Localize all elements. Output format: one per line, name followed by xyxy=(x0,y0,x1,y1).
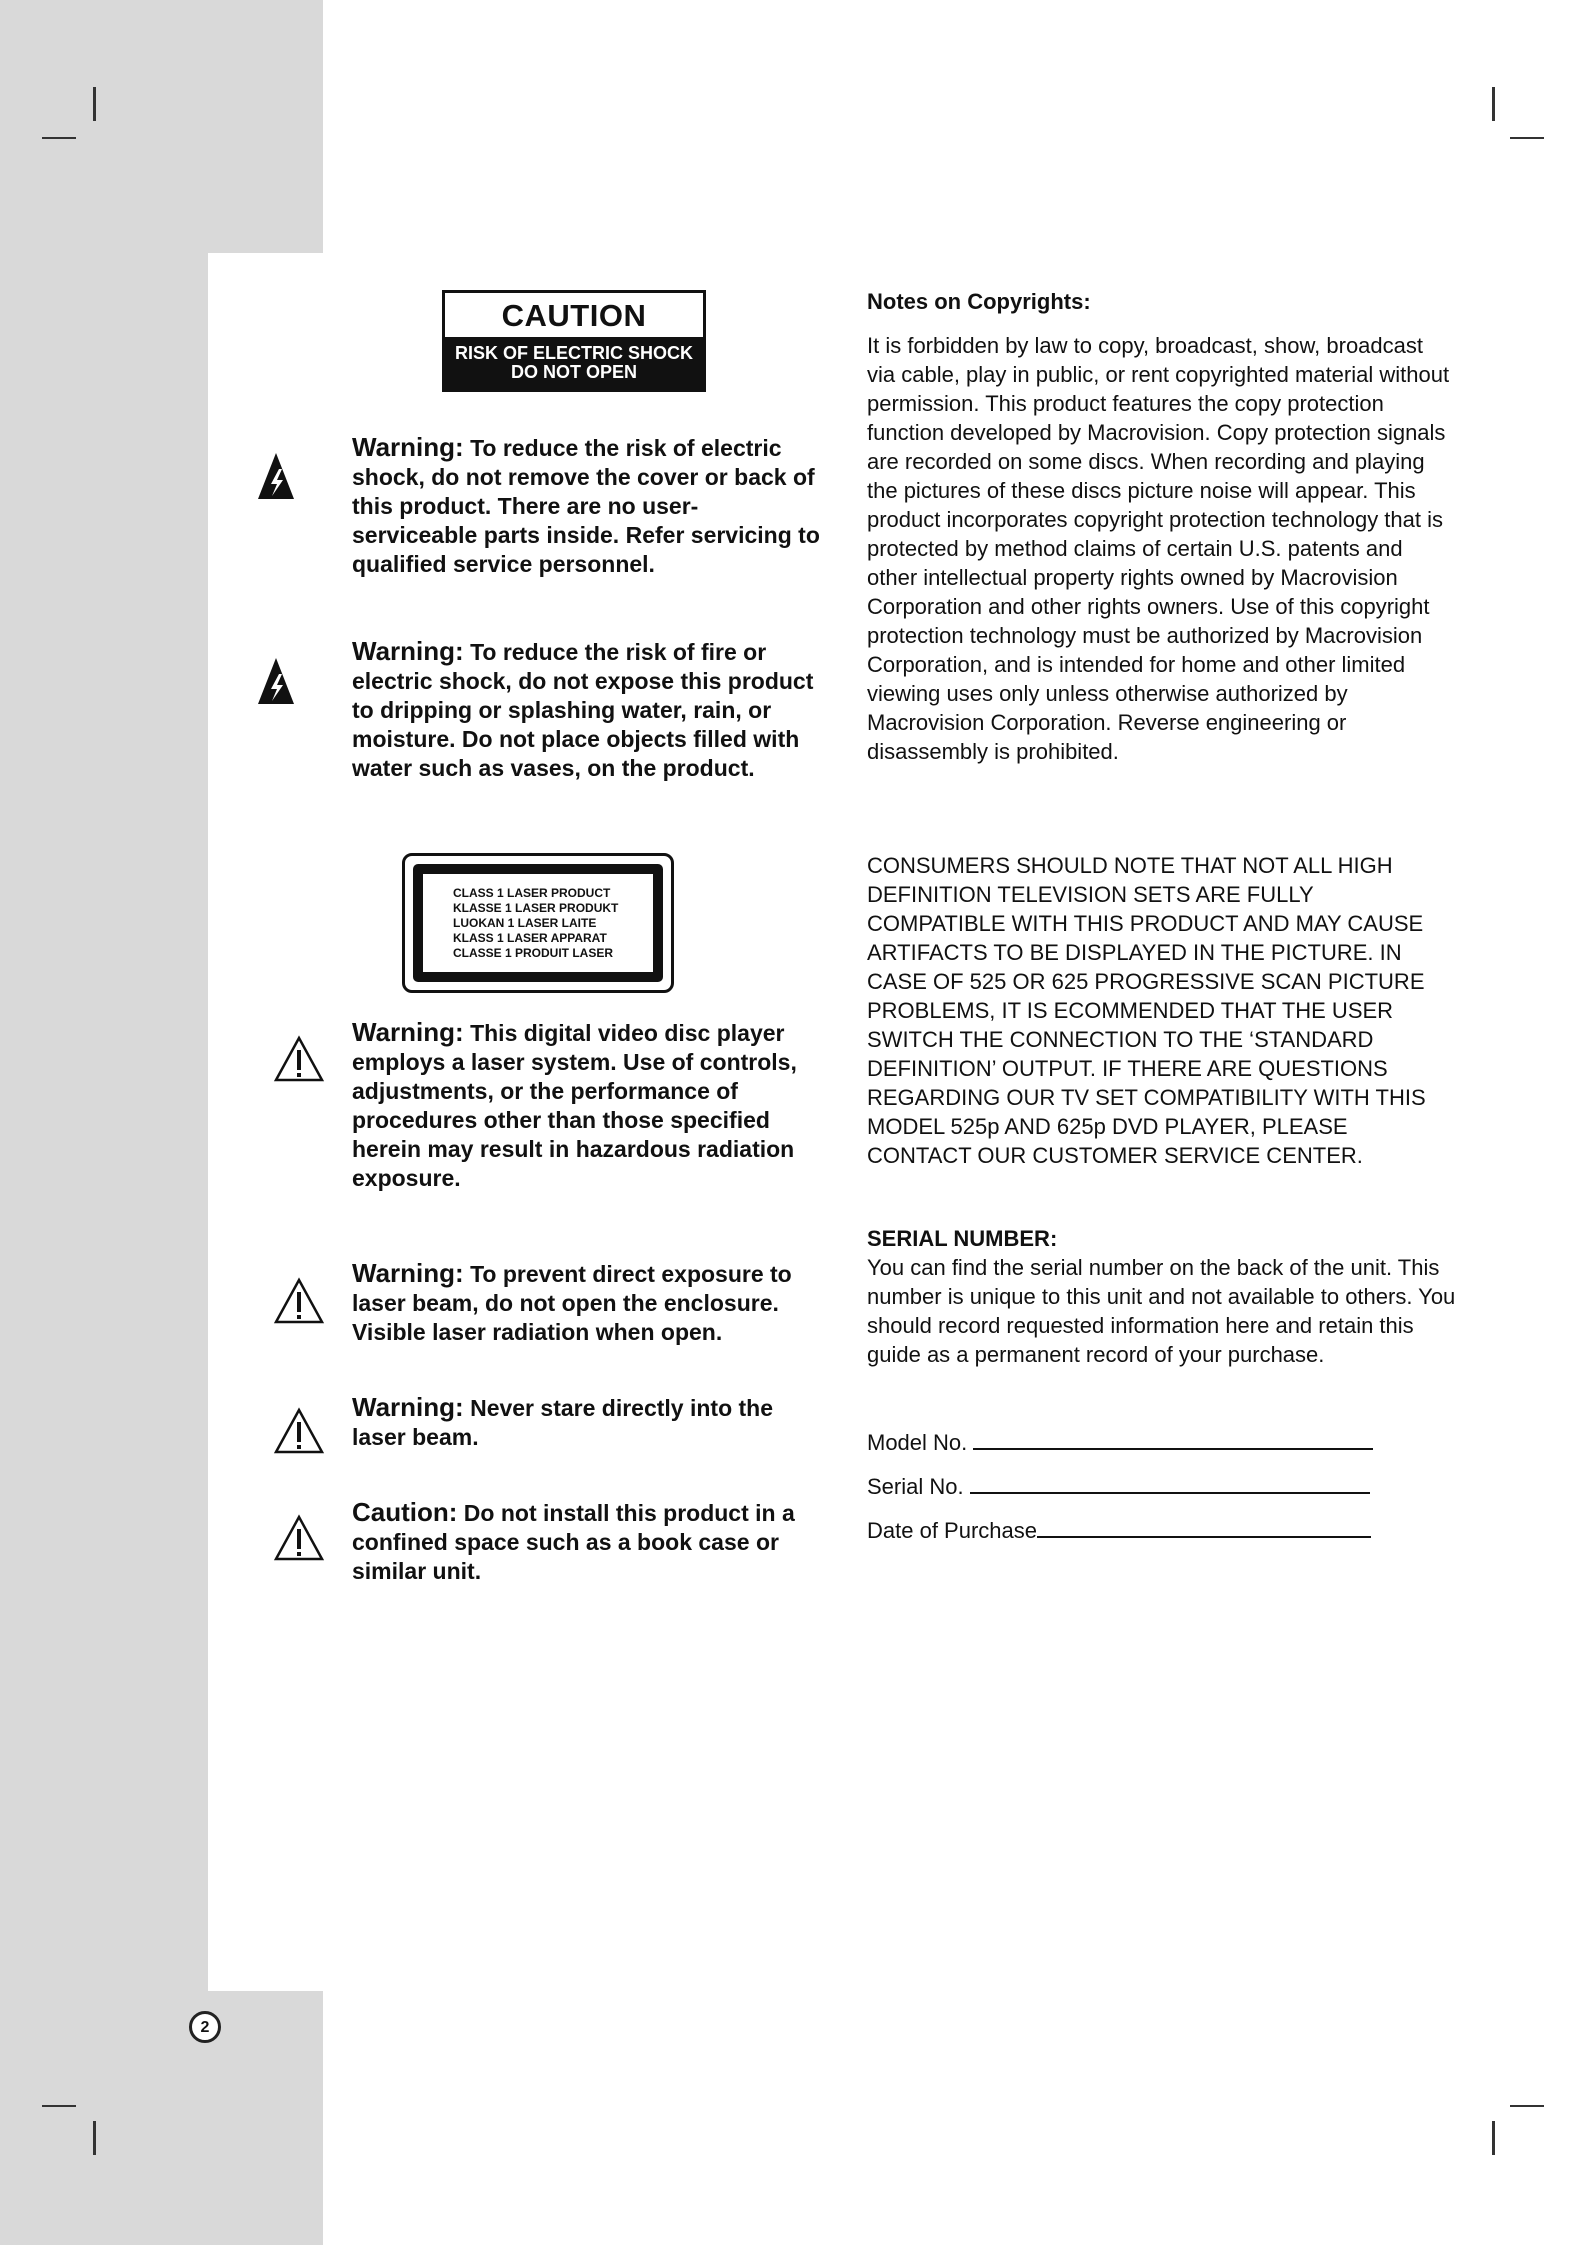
warning-lead: Warning: xyxy=(352,1258,464,1288)
warning-text: Do not install this product in a confined space such as a book case or similar unit. xyxy=(352,1500,795,1584)
model-no-field xyxy=(867,1426,1373,1457)
model-no-label: Model No. xyxy=(867,1430,968,1455)
crop-mark xyxy=(1492,87,1495,121)
warning-text: To reduce the risk of fire or electric shock, do not expose this product to dripping or splashing water, rain, or moisture. Do not place objects filled with water such as vases, on the product. xyxy=(352,639,814,781)
copyright-heading: Notes on Copyrights: xyxy=(867,289,1091,314)
caution-subtitle xyxy=(445,337,703,389)
crop-mark xyxy=(1492,2121,1495,2155)
caution-6 xyxy=(352,1498,822,1586)
lightning-triangle-icon xyxy=(256,652,296,710)
warning-lead: Warning: xyxy=(352,636,464,666)
lightning-triangle-icon xyxy=(256,447,296,505)
warning-lead: Warning: xyxy=(352,1392,464,1422)
copyright-body: It is forbidden by law to copy, broadcast, show, broadcast via cable, play in public, or rent copyrighted material without permission. This product features the copy protection function developed by Macrovision. Copy protection signals are recorded on some discs. When recording and playing the pictures of these discs picture noise will appear. This product incorporates copyright protection technology that is protected by method claims of certain U.S. patents and other intellectual property rights owned by Macrovision Corporation and other rights owners. Use of this copyright protection technology must be authorized by Macrovision Corporation, and is intended for home and other limited viewing uses only unless otherwise authorized by Macrovision Corporation. Reverse engineering or disassembly is prohibited. xyxy=(867,333,1450,764)
caution-label xyxy=(442,290,706,392)
warning-4 xyxy=(352,1259,822,1347)
warning-5 xyxy=(352,1393,822,1452)
laser-label-line: CLASSE 1 PRODUIT LASER xyxy=(453,946,614,960)
caution-line-1: RISK OF ELECTRIC SHOCK xyxy=(454,343,693,363)
serial-no-field xyxy=(867,1470,1370,1501)
copyright-section xyxy=(867,287,1457,766)
laser-label-line: CLASS 1 LASER PRODUCT xyxy=(453,886,611,900)
exclamation-triangle-icon xyxy=(273,1405,325,1457)
laser-label-line: KLASS 1 LASER APPARAT xyxy=(453,931,607,945)
exclamation-triangle-icon xyxy=(273,1275,325,1327)
crop-mark xyxy=(42,137,76,139)
date-of-purchase-field xyxy=(867,1514,1371,1545)
serial-heading: SERIAL NUMBER: xyxy=(867,1226,1058,1251)
consumers-note: CONSUMERS SHOULD NOTE THAT NOT ALL HIGH DEFINITION TELEVISION SETS ARE FULLY COMPATIBLE WITH THIS PRODUCT AND MAY CAUSE ARTIFACTS TO BE DISPLAYED IN THE PICTURE. IN CASE OF 525 OR 625 PROGRESSIVE SCAN PICTURE PROBLEMS, IT IS ECOMMENDED THAT THE USER SWITCH THE CONNECTION TO THE ‘STANDARD DEFINITION’ OUTPUT. IF THERE ARE QUESTIONS REGARDING OUR TV SET COMPATIBILITY WITH THIS MODEL 525p AND 625p DVD PLAYER, PLEASE CONTACT OUR CUSTOMER SERVICE CENTER. xyxy=(867,853,1426,1168)
crop-mark xyxy=(93,87,96,121)
exclamation-triangle-icon xyxy=(273,1033,325,1085)
page-number: 2 xyxy=(189,2011,221,2043)
crop-mark xyxy=(1510,137,1544,139)
laser-label-line: KLASSE 1 LASER PRODUKT xyxy=(453,901,619,915)
caution-title: CAUTION xyxy=(501,298,647,333)
date-of-purchase-label: Date of Purchase xyxy=(867,1518,1037,1543)
laser-label-line: LUOKAN 1 LASER LAITE xyxy=(453,916,597,930)
warning-lead: Warning: xyxy=(352,1017,464,1047)
exclamation-triangle-icon xyxy=(273,1512,325,1564)
crop-mark xyxy=(93,2121,96,2155)
serial-body: You can find the serial number on the back of the unit. This number is unique to this unit and not available to others. You should record requested information here and retain this guide as a permanent record of your purchase. xyxy=(867,1255,1456,1367)
serial-section xyxy=(867,1224,1457,1369)
warning-lead: Warning: xyxy=(352,432,464,462)
warning-text: To reduce the risk of electric shock, do not remove the cover or back of this product. There are no user-serviceable parts inside. Refer servicing to qualified service personnel. xyxy=(352,435,820,577)
warning-text: To prevent direct exposure to laser beam, do not open the enclosure. Visible laser radiation when open. xyxy=(352,1261,792,1345)
crop-mark xyxy=(42,2105,76,2107)
warning-lead: Caution: xyxy=(352,1497,458,1527)
warning-3 xyxy=(352,1018,822,1193)
laser-class-label xyxy=(402,853,674,993)
crop-mark xyxy=(1510,2105,1544,2107)
serial-no-label: Serial No. xyxy=(867,1474,964,1499)
warning-text: This digital video disc player employs a laser system. Use of controls, adjustments, or the performance of procedures other than those specified herein may result in hazardous radiation exposure. xyxy=(352,1020,797,1191)
caution-line-2: DO NOT OPEN xyxy=(510,362,637,382)
warning-text: Never stare directly into the laser beam. xyxy=(352,1395,774,1450)
warning-2 xyxy=(352,637,822,783)
warning-1 xyxy=(352,433,822,579)
